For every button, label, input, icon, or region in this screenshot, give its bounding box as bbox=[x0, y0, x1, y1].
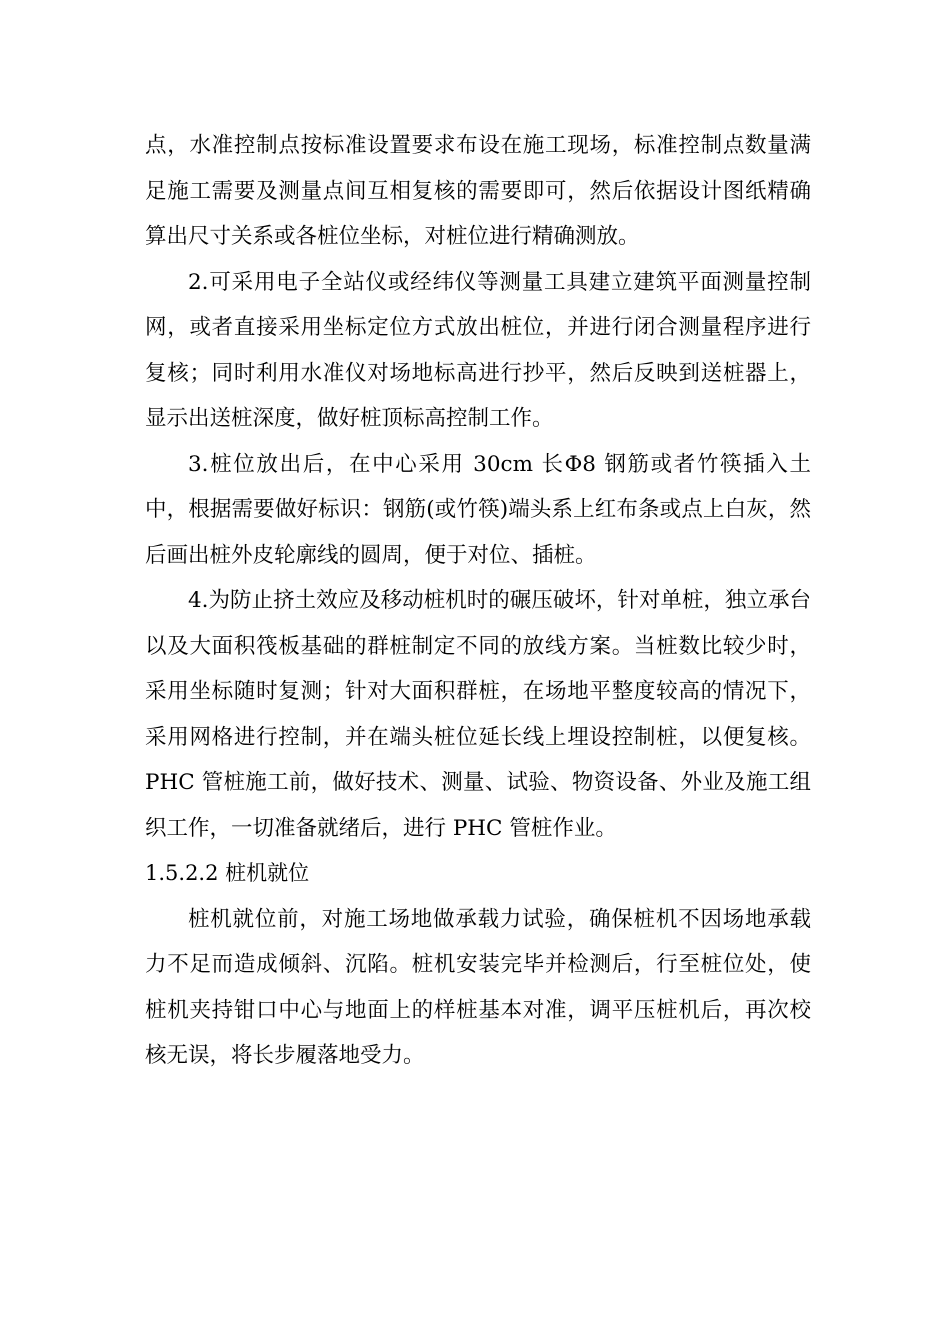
section-heading: 1.5.2.2 桩机就位 bbox=[145, 861, 310, 885]
section-paragraph: 桩机就位前，对施工场地做承载力试验，确保桩机不因场地承载力不足而造成倾斜、沉陷。桩机安装完毕并检测后，行至桩位处，使桩机夹持钳口中心与地面上的样桩基本对准，调平压桩机后，再次校核无误，将长步履落地受力。 bbox=[145, 906, 811, 1068]
paragraph-continuation: 点，水准控制点按标准设置要求布设在施工现场，标准控制点数量满足施工需要及测量点间互相复核的需要即可，然后依据设计图纸精确算出尺寸关系或各桩位坐标，对桩位进行精确测放。 bbox=[145, 133, 811, 249]
paragraph-item-3: 3.桩位放出后，在中心采用 30cm 长Φ8 钢筋或者竹筷插入土中，根据需要做好标识：钢筋(或竹筷)端头系上红布条或点上白灰，然后画出桩外皮轮廓线的圆周，便于对位、插桩。 bbox=[145, 451, 811, 568]
paragraph-item-2: 2.可采用电子全站仪或经纬仪等测量工具建立建筑平面测量控制网，或者直接采用坐标定位方式放出桩位，并进行闭合测量程序进行复核；同时利用水准仪对场地标高进行抄平，然后反映到送桩器上，显示出送桩深度，做好桩顶标高控制工作。 bbox=[145, 269, 811, 431]
paragraph-item-4: 4.为防止挤土效应及移动桩机时的碾压破坏，针对单桩，独立承台以及大面积筏板基础的群桩制定不同的放线方案。当桩数比较少时，采用坐标随时复测；针对大面积群桩，在场地平整度较高的情况下，采用网格进行控制，并在端头桩位延长线上埋设控制桩，以便复核。PHC 管桩施工前，做好技术、测量、试验、物资设备、外业及施工组织工作，一切准备就绪后，进行 PHC 管桩作业。 bbox=[145, 588, 811, 841]
document-body bbox=[145, 123, 811, 1079]
